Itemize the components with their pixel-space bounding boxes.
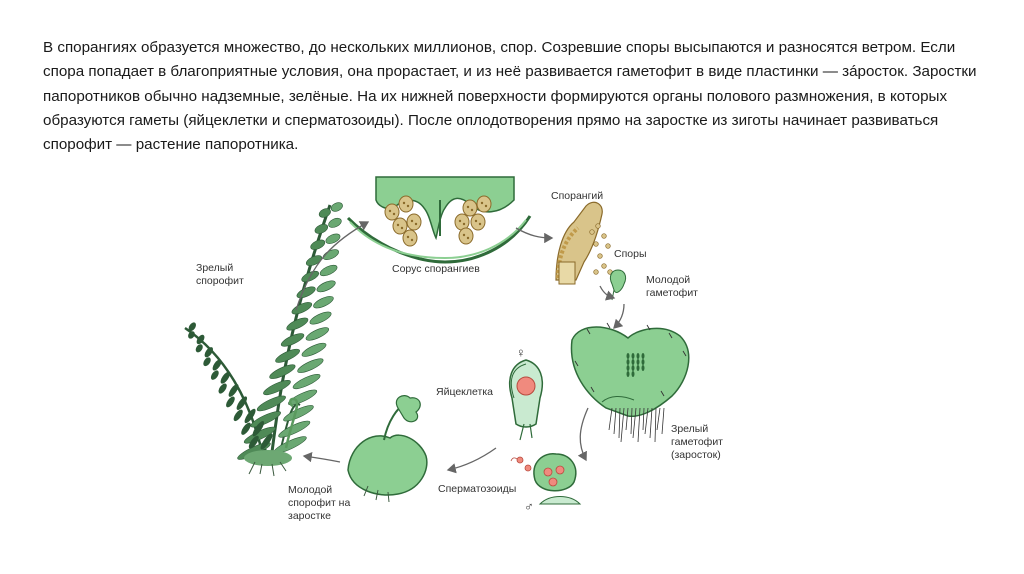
label-young-gametophyte: Молодой гаметофит — [646, 274, 698, 299]
fern-icon — [185, 201, 344, 476]
young-sporophyte-icon — [348, 396, 427, 502]
intro-paragraph: В спорангиях образуется множество, до нескольких миллионов, спор. Созревшие споры высыпаются и разносятся ветром. Если спора попадает в благоприятные условия, она прорастает, и из неё развивается гаметофит в виде пластинки — зáросток. Заростки папоротников обычно надземные, зелёные. На их нижней поверхности формируются органы полового размножения, в которых образуются гаметы (яйцеклетки и сперматозоиды). После оплодотворения прямо на заростке из зиготы начинает развиваться спорофит — растение папоротника. — [43, 39, 977, 154]
male-symbol: ♂ — [524, 499, 534, 514]
label-egg: Яйцеклетка — [436, 386, 493, 398]
label-mature-gametophyte-line2: (заросток) — [671, 449, 721, 461]
label-mature-gametophyte — [671, 423, 733, 462]
sorus-icon — [348, 177, 530, 262]
archegonium-icon — [510, 360, 543, 440]
label-sperm: Сперматозоиды — [438, 483, 517, 495]
label-sorus: Сорус спорангиев — [392, 263, 480, 275]
sporangium-icon — [556, 202, 612, 284]
label-spores: Споры — [614, 248, 647, 260]
female-symbol: ♀ — [516, 345, 526, 360]
label-mature-gametophyte-line1: Зрелый гаметофит — [671, 423, 723, 448]
label-mature-sporophyte: Зрелый спорофит — [196, 262, 244, 287]
label-young-sporophyte: Молодой спорофит на заростке — [288, 484, 351, 522]
antheridium-icon — [511, 454, 580, 504]
young-gametophyte-icon — [610, 270, 625, 300]
label-sporangium: Спорангий — [551, 190, 604, 202]
